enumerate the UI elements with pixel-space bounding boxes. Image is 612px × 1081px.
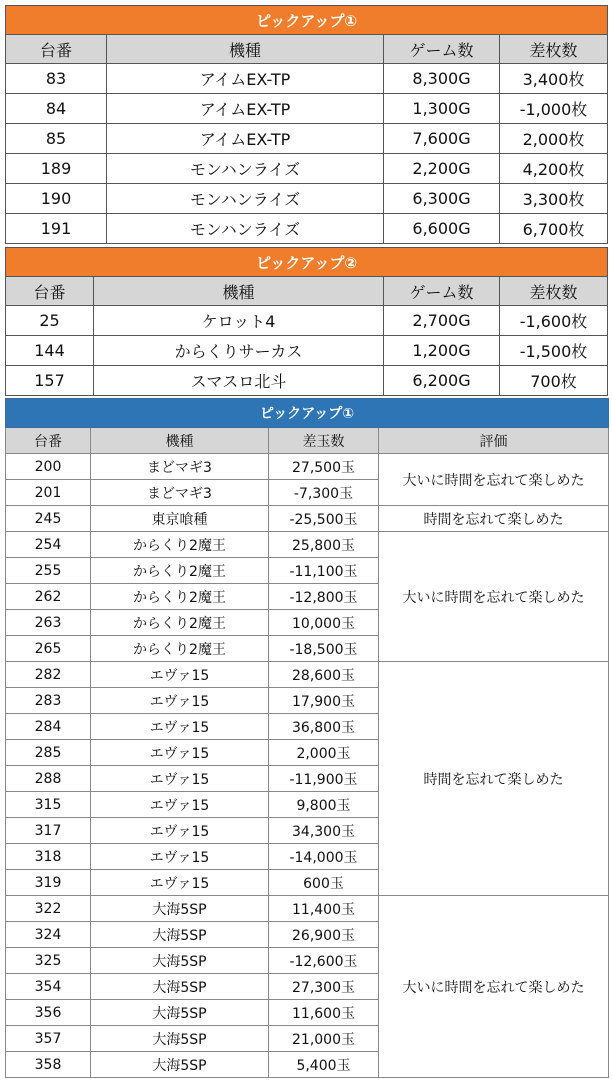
rating: 時間を忘れて楽しめた [379, 506, 609, 532]
game-count: 6,300G [384, 184, 500, 214]
pickup-table-1 [5, 5, 608, 244]
header-ball-diff: 差玉数 [269, 428, 379, 454]
machine-type: からくり2魔王 [91, 584, 269, 610]
machine-number: 190 [6, 184, 107, 214]
header-machine-type: 機種 [107, 35, 384, 64]
machine-number: 200 [6, 454, 91, 480]
table-row [6, 336, 608, 366]
machine-type: まどマギ3 [91, 454, 269, 480]
machine-number: 356 [6, 1000, 91, 1026]
game-count: 6,600G [384, 214, 500, 244]
machine-type: モンハンライズ [107, 184, 384, 214]
ball-diff: 36,800玉 [269, 714, 379, 740]
machine-type: 大海5SP [91, 1026, 269, 1052]
ball-diff: 5,400玉 [269, 1052, 379, 1078]
ball-diff: 17,900玉 [269, 688, 379, 714]
pickup-table-3-title: ピックアップ① [6, 399, 609, 428]
coin-diff: 3,400枚 [500, 64, 608, 94]
table-header-row [6, 277, 608, 306]
machine-type: 大海5SP [91, 948, 269, 974]
machine-number: 282 [6, 662, 91, 688]
rating: 大いに時間を忘れて楽しめた [379, 454, 609, 506]
machine-type: ケロット4 [94, 306, 384, 336]
table-row [6, 662, 609, 688]
coin-diff: 6,700枚 [500, 214, 608, 244]
header-coin-diff: 差枚数 [500, 277, 608, 306]
machine-type: エヴァ15 [91, 740, 269, 766]
machine-type: アイムEX-TP [107, 94, 384, 124]
game-count: 1,200G [384, 336, 500, 366]
machine-number: 85 [6, 124, 107, 154]
machine-number: 324 [6, 922, 91, 948]
ball-diff: 11,400玉 [269, 896, 379, 922]
coin-diff: 2,000枚 [500, 124, 608, 154]
ball-diff: -12,600玉 [269, 948, 379, 974]
machine-number: 25 [6, 306, 94, 336]
header-game-count: ゲーム数 [384, 277, 500, 306]
machine-type: モンハンライズ [107, 154, 384, 184]
table-row [6, 896, 609, 922]
table-row [6, 506, 609, 532]
header-machine-type: 機種 [91, 428, 269, 454]
ball-diff: 21,000玉 [269, 1026, 379, 1052]
machine-type: エヴァ15 [91, 818, 269, 844]
table-row [6, 214, 608, 244]
machine-type: エヴァ15 [91, 688, 269, 714]
table-header-row [6, 35, 608, 64]
machine-number: 315 [6, 792, 91, 818]
ball-diff: 10,000玉 [269, 610, 379, 636]
machine-type: モンハンライズ [107, 214, 384, 244]
machine-type: スマスロ北斗 [94, 366, 384, 396]
machine-number: 288 [6, 766, 91, 792]
machine-number: 358 [6, 1052, 91, 1078]
header-machine-number: 台番 [6, 277, 94, 306]
ball-diff: -25,500玉 [269, 506, 379, 532]
coin-diff: 700枚 [500, 366, 608, 396]
table-row [6, 532, 609, 558]
machine-number: 84 [6, 94, 107, 124]
machine-number: 144 [6, 336, 94, 366]
table-header-row [6, 428, 609, 454]
game-count: 7,600G [384, 124, 500, 154]
table-row [6, 366, 608, 396]
machine-number: 157 [6, 366, 94, 396]
machine-type: からくり2魔王 [91, 610, 269, 636]
machine-type: エヴァ15 [91, 714, 269, 740]
header-game-count: ゲーム数 [384, 35, 500, 64]
machine-type: 大海5SP [91, 896, 269, 922]
machine-type: エヴァ15 [91, 766, 269, 792]
rating: 大いに時間を忘れて楽しめた [379, 532, 609, 662]
machine-number: 189 [6, 154, 107, 184]
ball-diff: 600玉 [269, 870, 379, 896]
machine-type: エヴァ15 [91, 870, 269, 896]
machine-number: 357 [6, 1026, 91, 1052]
ball-diff: -11,100玉 [269, 558, 379, 584]
machine-number: 283 [6, 688, 91, 714]
ball-diff: 2,000玉 [269, 740, 379, 766]
machine-type: アイムEX-TP [107, 124, 384, 154]
table-row [6, 184, 608, 214]
ball-diff: -18,500玉 [269, 636, 379, 662]
game-count: 8,300G [384, 64, 500, 94]
coin-diff: 3,300枚 [500, 184, 608, 214]
game-count: 2,700G [384, 306, 500, 336]
machine-type: エヴァ15 [91, 844, 269, 870]
pickup-table-3-body [6, 454, 609, 1078]
machine-number: 201 [6, 480, 91, 506]
rating: 大いに時間を忘れて楽しめた [379, 896, 609, 1078]
game-count: 1,300G [384, 94, 500, 124]
ball-diff: 25,800玉 [269, 532, 379, 558]
ball-diff: -14,000玉 [269, 844, 379, 870]
table-row [6, 454, 609, 480]
machine-number: 191 [6, 214, 107, 244]
header-coin-diff: 差枚数 [500, 35, 608, 64]
machine-number: 285 [6, 740, 91, 766]
machine-type: エヴァ15 [91, 792, 269, 818]
machine-number: 284 [6, 714, 91, 740]
machine-type: まどマギ3 [91, 480, 269, 506]
machine-number: 265 [6, 636, 91, 662]
machine-number: 254 [6, 532, 91, 558]
ball-diff: 27,300玉 [269, 974, 379, 1000]
ball-diff: 26,900玉 [269, 922, 379, 948]
ball-diff: 27,500玉 [269, 454, 379, 480]
pickup-table-2-title: ピックアップ② [6, 248, 608, 277]
ball-diff: -7,300玉 [269, 480, 379, 506]
ball-diff: -12,800玉 [269, 584, 379, 610]
table-row [6, 64, 608, 94]
machine-number: 245 [6, 506, 91, 532]
machine-type: 大海5SP [91, 1052, 269, 1078]
ball-diff: 34,300玉 [269, 818, 379, 844]
coin-diff: 4,200枚 [500, 154, 608, 184]
machine-type: アイムEX-TP [107, 64, 384, 94]
table-row [6, 94, 608, 124]
machine-number: 255 [6, 558, 91, 584]
machine-number: 263 [6, 610, 91, 636]
machine-type: からくり2魔王 [91, 558, 269, 584]
table-row [6, 124, 608, 154]
machine-type: からくりサーカス [94, 336, 384, 366]
machine-type: からくり2魔王 [91, 636, 269, 662]
game-count: 2,200G [384, 154, 500, 184]
header-machine-number: 台番 [6, 35, 107, 64]
ball-diff: 28,600玉 [269, 662, 379, 688]
machine-number: 262 [6, 584, 91, 610]
machine-number: 322 [6, 896, 91, 922]
machine-number: 354 [6, 974, 91, 1000]
machine-type: 大海5SP [91, 974, 269, 1000]
machine-number: 318 [6, 844, 91, 870]
header-machine-number: 台番 [6, 428, 91, 454]
coin-diff: -1,500枚 [500, 336, 608, 366]
coin-diff: -1,000枚 [500, 94, 608, 124]
ball-diff: 11,600玉 [269, 1000, 379, 1026]
machine-type: 大海5SP [91, 1000, 269, 1026]
machine-number: 317 [6, 818, 91, 844]
rating: 時間を忘れて楽しめた [379, 662, 609, 896]
pickup-table-1-title: ピックアップ① [6, 6, 608, 35]
coin-diff: -1,600枚 [500, 306, 608, 336]
header-machine-type: 機種 [94, 277, 384, 306]
pickup-table-3 [5, 398, 609, 1078]
header-rating: 評価 [379, 428, 609, 454]
machine-type: エヴァ15 [91, 662, 269, 688]
machine-type: 大海5SP [91, 922, 269, 948]
machine-number: 83 [6, 64, 107, 94]
machine-type: 東京喰種 [91, 506, 269, 532]
machine-type: からくり2魔王 [91, 532, 269, 558]
machine-number: 319 [6, 870, 91, 896]
game-count: 6,200G [384, 366, 500, 396]
table-row [6, 154, 608, 184]
ball-diff: -11,900玉 [269, 766, 379, 792]
machine-number: 325 [6, 948, 91, 974]
ball-diff: 9,800玉 [269, 792, 379, 818]
table-row [6, 306, 608, 336]
pickup-table-2 [5, 247, 608, 396]
